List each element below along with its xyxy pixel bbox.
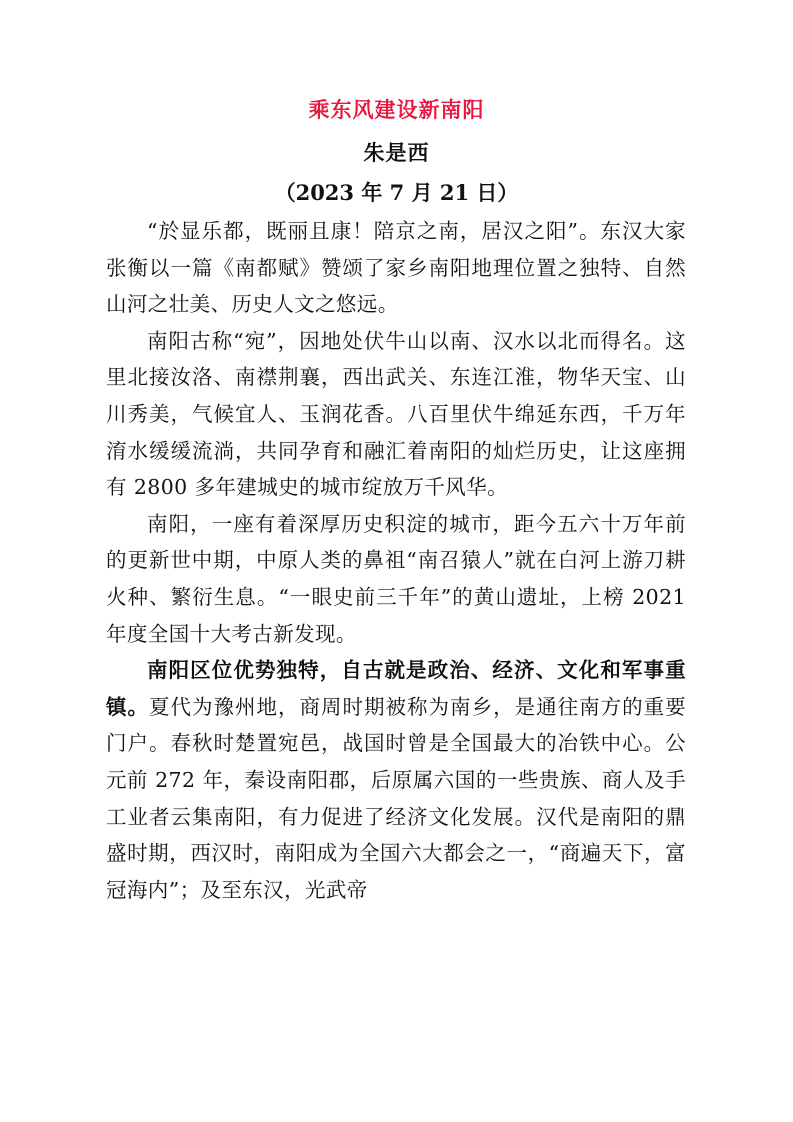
paragraph-lead: 南阳区位优势独特，自古就是政治、经济、文化和军事重镇。 (106, 658, 686, 719)
document-title: 乘东风建设新南阳 (308, 97, 485, 122)
paragraph-text: 夏代为豫州地，商周时期被称为南乡，是通往南方的重要门户。春秋时楚置宛邑，战国时曾是全国最大的冶铁中心。公元前 272 年，秦设南阳郡，后原属六国的一些贵族、商人及手工业者云集南阳，有力促进了经济文化发展。汉代是南阳的鼎盛时期，西汉时，南阳成为全国六大都会之一，“商遍天下，富冠海内”；及至东汉，光武帝 (106, 694, 686, 902)
document-date: （2023 年 7 月 21 日） (274, 180, 519, 205)
paragraph-4 (106, 652, 686, 908)
paragraph-3 (106, 506, 686, 652)
paragraph-2 (106, 323, 686, 506)
document-author: 朱是西 (363, 140, 430, 165)
paragraph-text: 南阳古称“宛”，因地处伏牛山以南、汉水以北而得名。这里北接汝洛、南襟荆襄，西出武关、东连江淮，物华天宝、山川秀美，气候宜人、玉润花香。八百里伏牛绵延东西，千万年淯水缓缓流淌，共同孕育和融汇着南阳的灿烂历史，让这座拥有 2800 多年建城史的城市绽放万千风华。 (106, 328, 686, 500)
paragraph-1 (106, 213, 686, 323)
paragraph-text: “於显乐都，既丽且康！陪京之南，居汉之阳”。东汉大家张衡以一篇《南都赋》赞颂了家乡南阳地理位置之独特、自然山河之壮美、历史人文之悠远。 (106, 219, 686, 317)
paragraph-text: 南阳，一座有着深厚历史积淀的城市，距今五六十万年前的更新世中期，中原人类的鼻祖“南召猿人”就在白河上游刀耕火种、繁衍生息。“一眼史前三千年”的黄山遗址，上榜 2021 年度全国十大考古新发现。 (106, 511, 686, 646)
document-body (106, 213, 686, 908)
